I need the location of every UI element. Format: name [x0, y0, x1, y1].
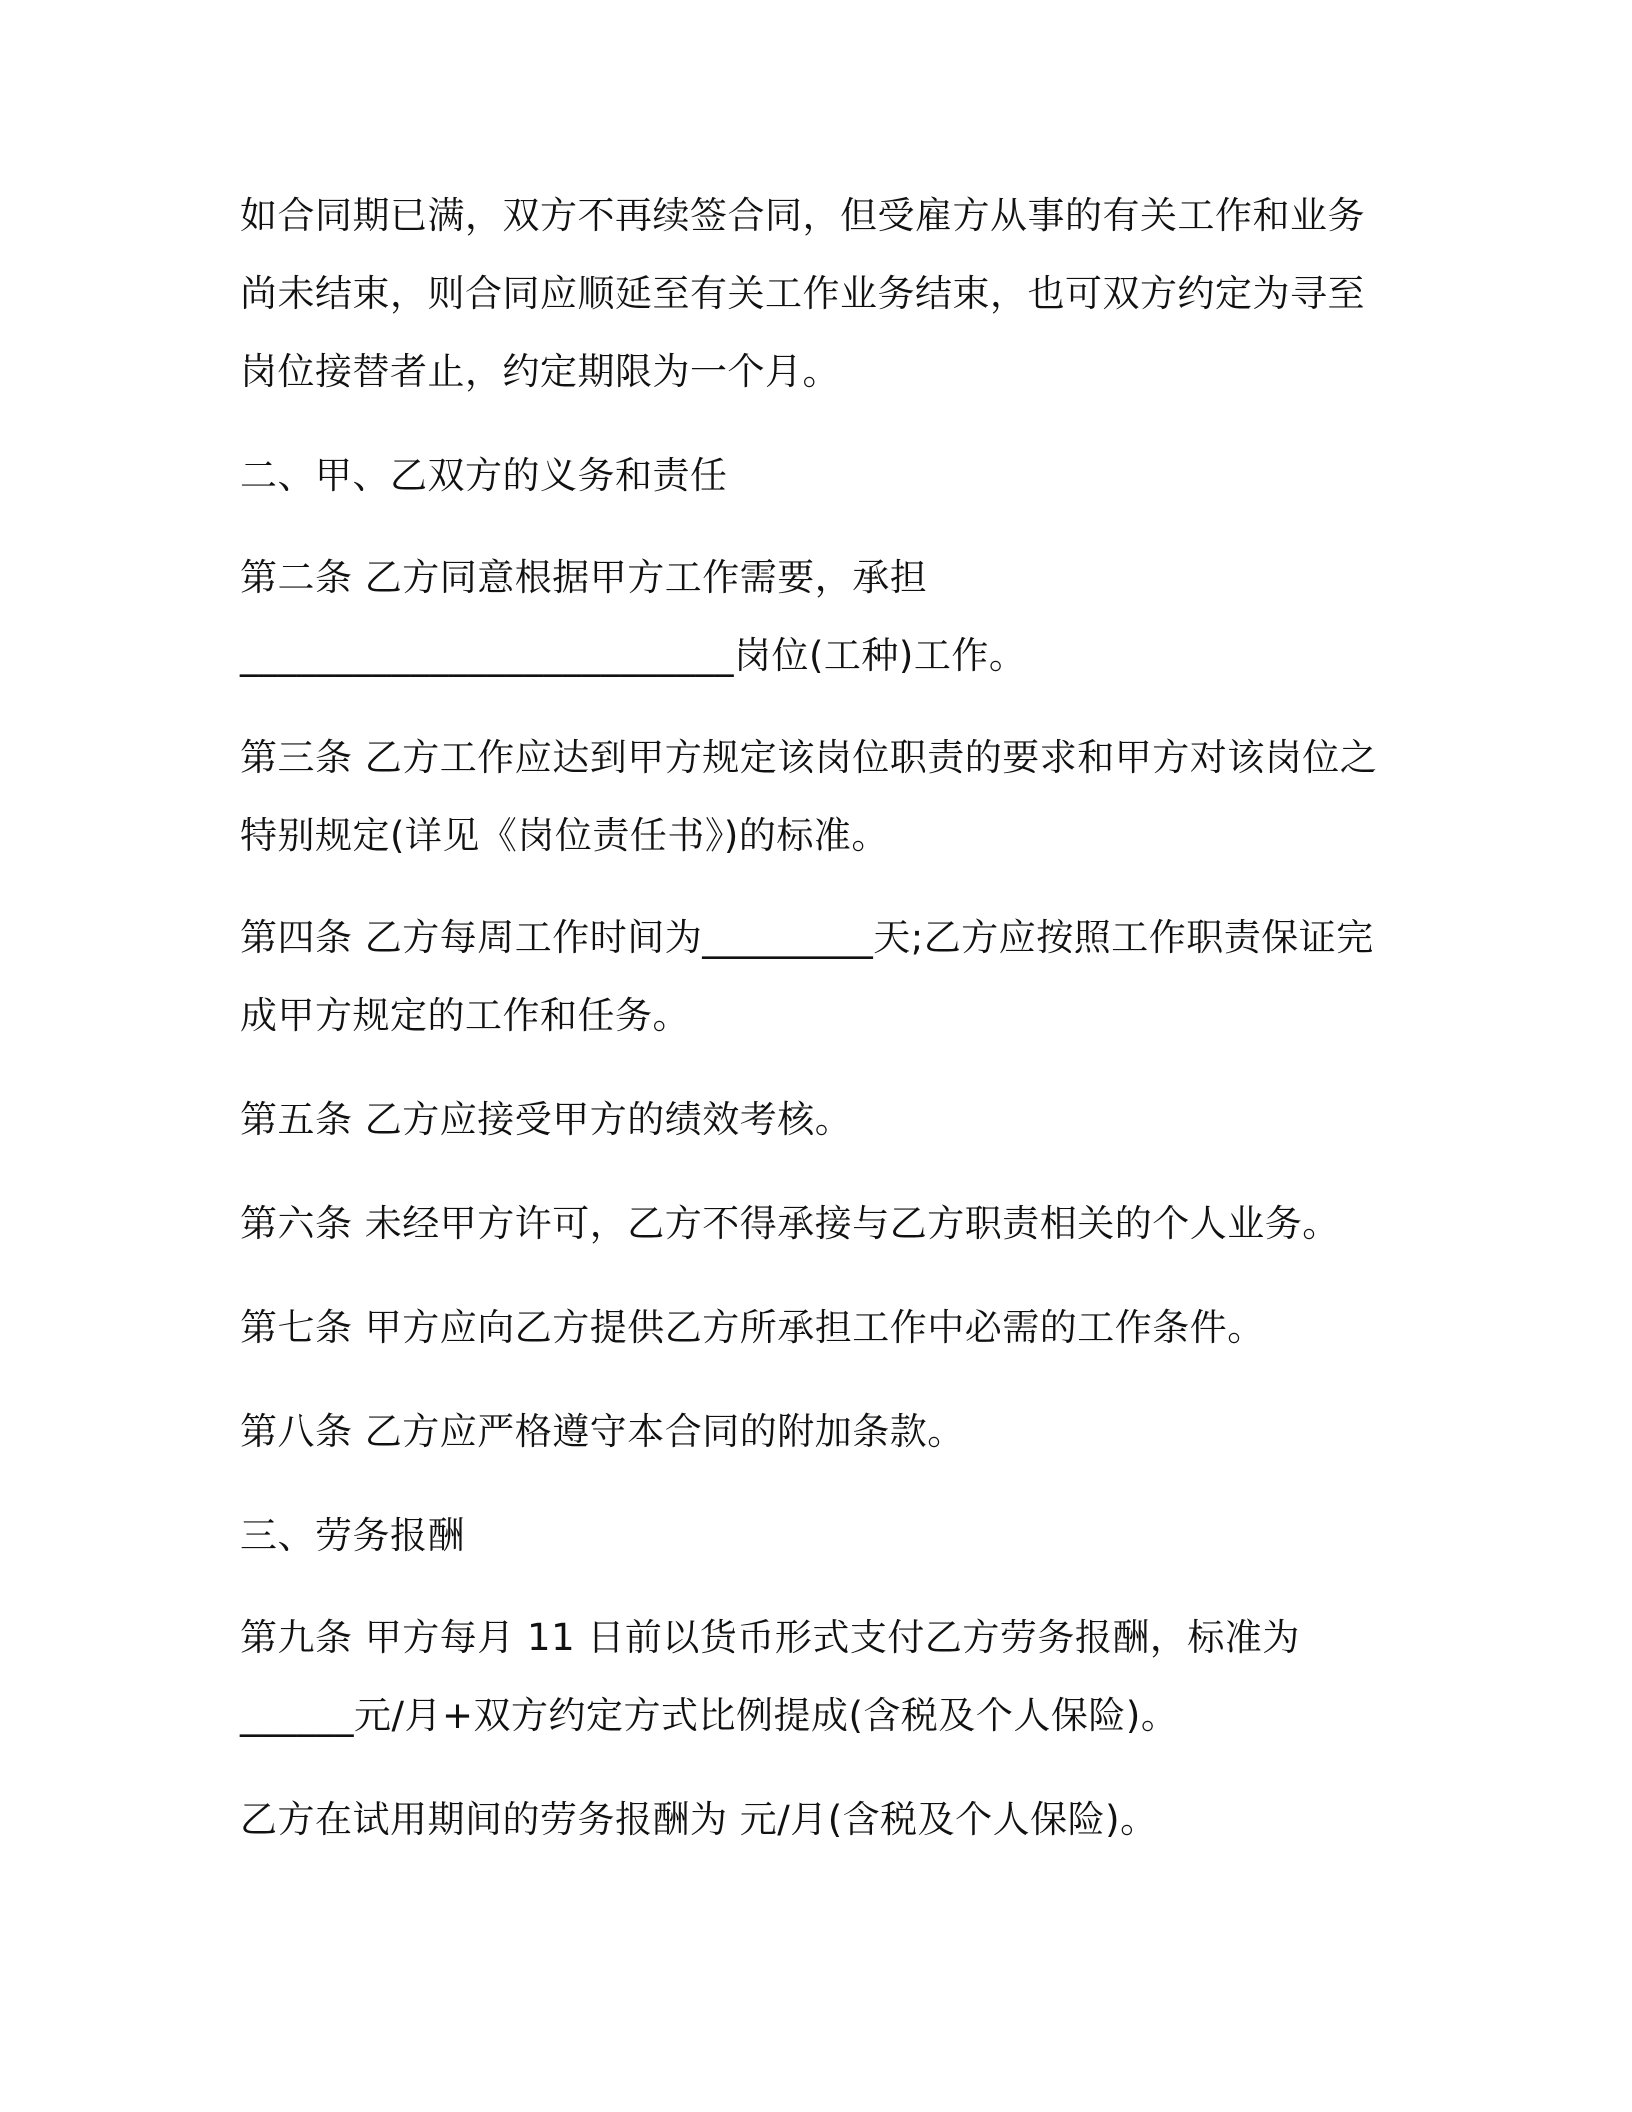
- article-line: 第七条 甲方应向乙方提供乙方所承担工作中必需的工作条件。: [240, 1306, 1265, 1349]
- article-line: ______元/月+双方约定方式比例提成(含税及个人保险)。: [240, 1694, 1179, 1737]
- paragraph-line: 尚未结束，则合同应顺延至有关工作业务结束，也可双方约定为寻至: [240, 272, 1365, 315]
- article-line: 第四条 乙方每周工作时间为_________天;乙方应按照工作职责保证完: [240, 916, 1374, 959]
- section-heading: 二、甲、乙双方的义务和责任: [240, 454, 728, 497]
- article-line: __________________________岗位(工种)工作。: [240, 634, 1027, 677]
- article-line: 第九条 甲方每月 11 日前以货币形式支付乙方劳务报酬，标准为: [240, 1616, 1300, 1659]
- article-line: 第八条 乙方应严格遵守本合同的附加条款。: [240, 1410, 965, 1453]
- article-line: 成甲方规定的工作和任务。: [240, 994, 690, 1037]
- article-line: 第六条 未经甲方许可，乙方不得承接与乙方职责相关的个人业务。: [240, 1202, 1340, 1245]
- article-line: 特别规定(详见《岗位责任书》)的标准。: [240, 814, 889, 857]
- paragraph-line: 如合同期已满，双方不再续签合同，但受雇方从事的有关工作和业务: [240, 194, 1365, 237]
- section-heading: 三、劳务报酬: [240, 1514, 465, 1557]
- article-line: 第三条 乙方工作应达到甲方规定该岗位职责的要求和甲方对该岗位之: [240, 736, 1378, 779]
- article-line: 第五条 乙方应接受甲方的绩效考核。: [240, 1098, 853, 1141]
- article-line: 乙方在试用期间的劳务报酬为 元/月(含税及个人保险)。: [240, 1798, 1158, 1841]
- paragraph-line: 岗位接替者止，约定期限为一个月。: [240, 350, 840, 393]
- article-line: 第二条 乙方同意根据甲方工作需要，承担: [240, 556, 928, 599]
